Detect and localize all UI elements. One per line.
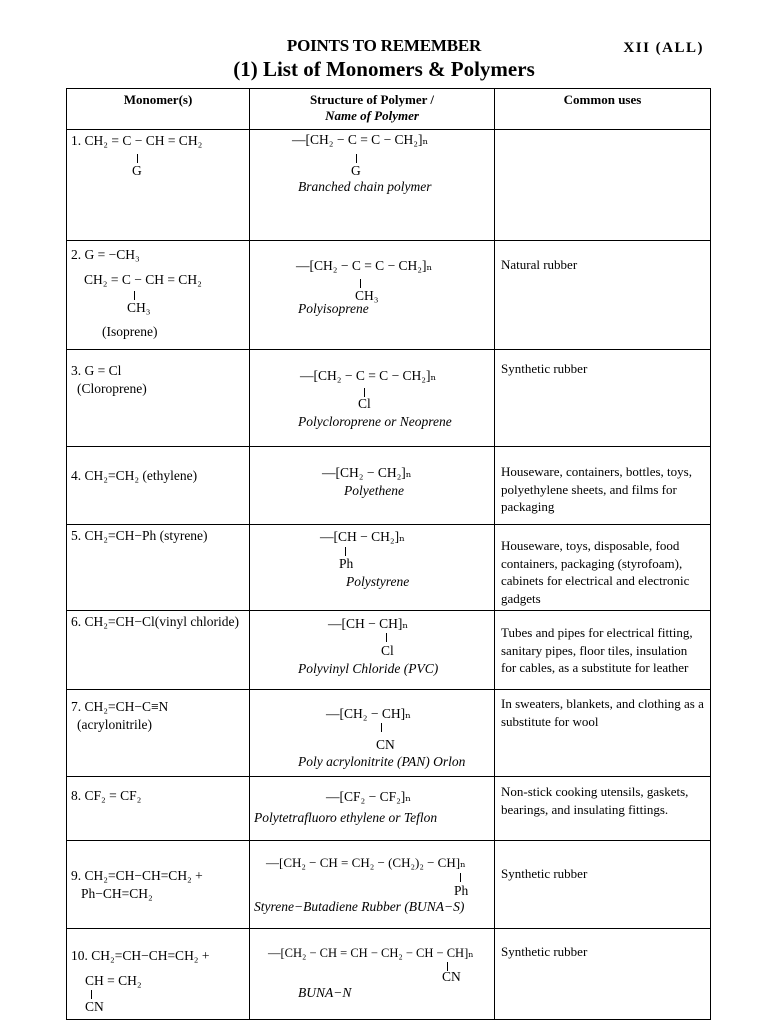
common-uses: Houseware, containers, bottles, toys, polyethylene sheets, and films for packaging <box>501 464 692 514</box>
uses-cell <box>495 525 711 611</box>
polymer-substituent: Cl <box>358 396 371 411</box>
monomer-formula: 4. CH₂=CH₂ (ethylene) <box>71 468 198 483</box>
structure-cell <box>250 690 495 777</box>
monomer-formula-parent: CH₂ = C − CH = CH₂ <box>84 272 202 287</box>
monomer-cell <box>67 350 250 447</box>
uses-cell <box>495 241 711 350</box>
structure-cell <box>250 447 495 525</box>
table-row <box>67 241 711 350</box>
polymer-name: Branched chain polymer <box>298 179 432 194</box>
uses-cell <box>495 447 711 525</box>
table-row <box>67 690 711 777</box>
common-uses: Natural rubber <box>501 257 578 272</box>
column-header-structure <box>250 89 495 130</box>
column-header-structure-line2: Name of Polymer <box>325 108 419 123</box>
monomer-formula: 8. CF₂ = CF₂ <box>71 788 142 803</box>
polymer-name: Polytetrafluoro ethylene or Teflon <box>254 810 438 825</box>
polymer-substituent: Ph <box>339 556 354 571</box>
polymer-name: Poly acrylonitrite (PAN) Orlon <box>298 754 466 769</box>
structure-cell <box>250 241 495 350</box>
monomer-substituent: CN <box>85 999 104 1014</box>
monomer-formula: 2. G = −CH₃ <box>71 247 140 262</box>
polymer-structure: —[CH₂ − C = C − CH₂]ₙ <box>292 132 429 147</box>
polymer-substituent: CN <box>376 737 395 752</box>
polymer-structure: —[CH₂ − CH]ₙ <box>326 706 411 721</box>
monomer-cell <box>67 130 250 241</box>
polymer-structure: —[CH − CH]ₙ <box>328 616 409 631</box>
page-header <box>0 36 768 86</box>
monomer-formula: 10. CH₂=CH−CH=CH₂ + <box>71 948 210 963</box>
monomer-common-name: (Isoprene) <box>102 324 158 339</box>
polymer-structure: —[CH₂ − C = C − CH₂]ₙ <box>300 368 437 383</box>
common-uses: Tubes and pipes for electrical fitting, sanitary pipes, floor tiles, insulation for cables, as a substitute for leather <box>501 625 693 675</box>
polymer-substituent: CH₃ <box>355 288 379 303</box>
table-row <box>67 525 711 611</box>
common-uses: Synthetic rubber <box>501 361 588 376</box>
polymer-structure: —[CF₂ − CF₂]ₙ <box>326 789 412 804</box>
polymer-substituent: CN <box>442 969 461 984</box>
page-title: (1) List of Monomers & Polymers <box>233 57 535 81</box>
structure-cell <box>250 777 495 841</box>
polymer-name: Styrene−Butadiene Rubber (BUNA−S) <box>254 899 465 914</box>
monomer-comonomer: Ph−CH=CH₂ <box>81 886 153 901</box>
column-header-uses: Common uses <box>495 89 711 130</box>
uses-cell <box>495 841 711 929</box>
polymer-structure: —[CH₂ − CH = CH₂ − (CH₂)₂ − CH]ₙ <box>266 855 466 870</box>
structure-cell <box>250 929 495 1020</box>
polymer-name: BUNA−N <box>298 985 352 1000</box>
column-header-structure-line1: Structure of Polymer / <box>309 92 435 107</box>
polymer-structure: —[CH − CH₂]ₙ <box>320 529 405 544</box>
table-row <box>67 130 711 241</box>
class-label: XII (ALL) <box>623 40 704 56</box>
uses-cell <box>495 690 711 777</box>
polymer-name: Polystyrene <box>346 574 410 589</box>
structure-cell <box>250 841 495 929</box>
polymer-substituent: Cl <box>381 643 394 658</box>
monomer-comonomer: CH = CH₂ <box>85 973 142 988</box>
monomer-formula: 6. CH₂=CH−Cl(vinyl chloride) <box>71 614 240 629</box>
monomer-formula: 1. CH₂ = C − CH = CH₂ <box>71 133 203 148</box>
common-uses: Synthetic rubber <box>501 944 588 959</box>
polymer-structure: —[CH₂ − CH = CH − CH₂ − CH − CH]ₙ <box>268 946 474 960</box>
polymer-name: Polyisoprene <box>298 301 369 316</box>
monomer-cell <box>67 447 250 525</box>
monomer-cell <box>67 525 250 611</box>
monomer-cell <box>67 690 250 777</box>
structure-cell <box>250 525 495 611</box>
monomer-common-name: (acrylonitrile) <box>77 717 152 732</box>
monomer-substituent: CH₃ <box>127 300 151 315</box>
monomer-cell <box>67 929 250 1020</box>
points-to-remember-heading: POINTS TO REMEMBER <box>286 36 482 55</box>
common-uses: In sweaters, blankets, and clothing as a substitute for wool <box>501 696 704 729</box>
uses-cell <box>495 350 711 447</box>
monomer-cell <box>67 777 250 841</box>
table-row <box>67 350 711 447</box>
polymer-name: Polyethene <box>344 483 404 498</box>
structure-cell <box>250 350 495 447</box>
structure-cell <box>250 130 495 241</box>
structure-cell <box>250 611 495 690</box>
monomer-formula: 5. CH₂=CH−Ph (styrene) <box>71 528 208 543</box>
uses-cell <box>495 130 711 241</box>
monomer-polymer-table <box>66 88 711 1020</box>
monomer-cell <box>67 241 250 350</box>
common-uses: Houseware, toys, disposable, food containers, packaging (styrofoam), cabinets for electrical and electronic gadgets <box>501 538 690 606</box>
table-row <box>67 841 711 929</box>
uses-cell <box>495 777 711 841</box>
monomer-formula: 3. G = Cl <box>71 363 122 378</box>
monomer-formula: 9. CH₂=CH−CH=CH₂ + <box>71 868 203 883</box>
table-row <box>67 611 711 690</box>
common-uses: Synthetic rubber <box>501 866 588 881</box>
monomer-common-name: (Cloroprene) <box>77 381 147 396</box>
table-row <box>67 447 711 525</box>
polymer-substituent: Ph <box>454 883 469 898</box>
polymer-substituent: G <box>351 163 361 178</box>
monomer-cell <box>67 841 250 929</box>
monomer-substituent: G <box>132 163 142 178</box>
table-row <box>67 777 711 841</box>
monomer-formula: 7. CH₂=CH−C≡N <box>71 699 169 714</box>
polymer-structure: —[CH₂ − C = C − CH₂]ₙ <box>296 258 433 273</box>
column-header-monomer: Monomer(s) <box>67 89 250 130</box>
monomer-cell <box>67 611 250 690</box>
uses-cell <box>495 929 711 1020</box>
table-row <box>67 929 711 1020</box>
polymer-name: Polyvinyl Chloride (PVC) <box>298 661 439 676</box>
polymer-name: Polycloroprene or Neoprene <box>298 414 452 429</box>
table-header-row <box>67 89 711 130</box>
polymer-structure: —[CH₂ − CH₂]ₙ <box>322 465 412 480</box>
uses-cell <box>495 611 711 690</box>
common-uses: Non-stick cooking utensils, gaskets, bearings, and insulating fittings. <box>501 784 689 817</box>
